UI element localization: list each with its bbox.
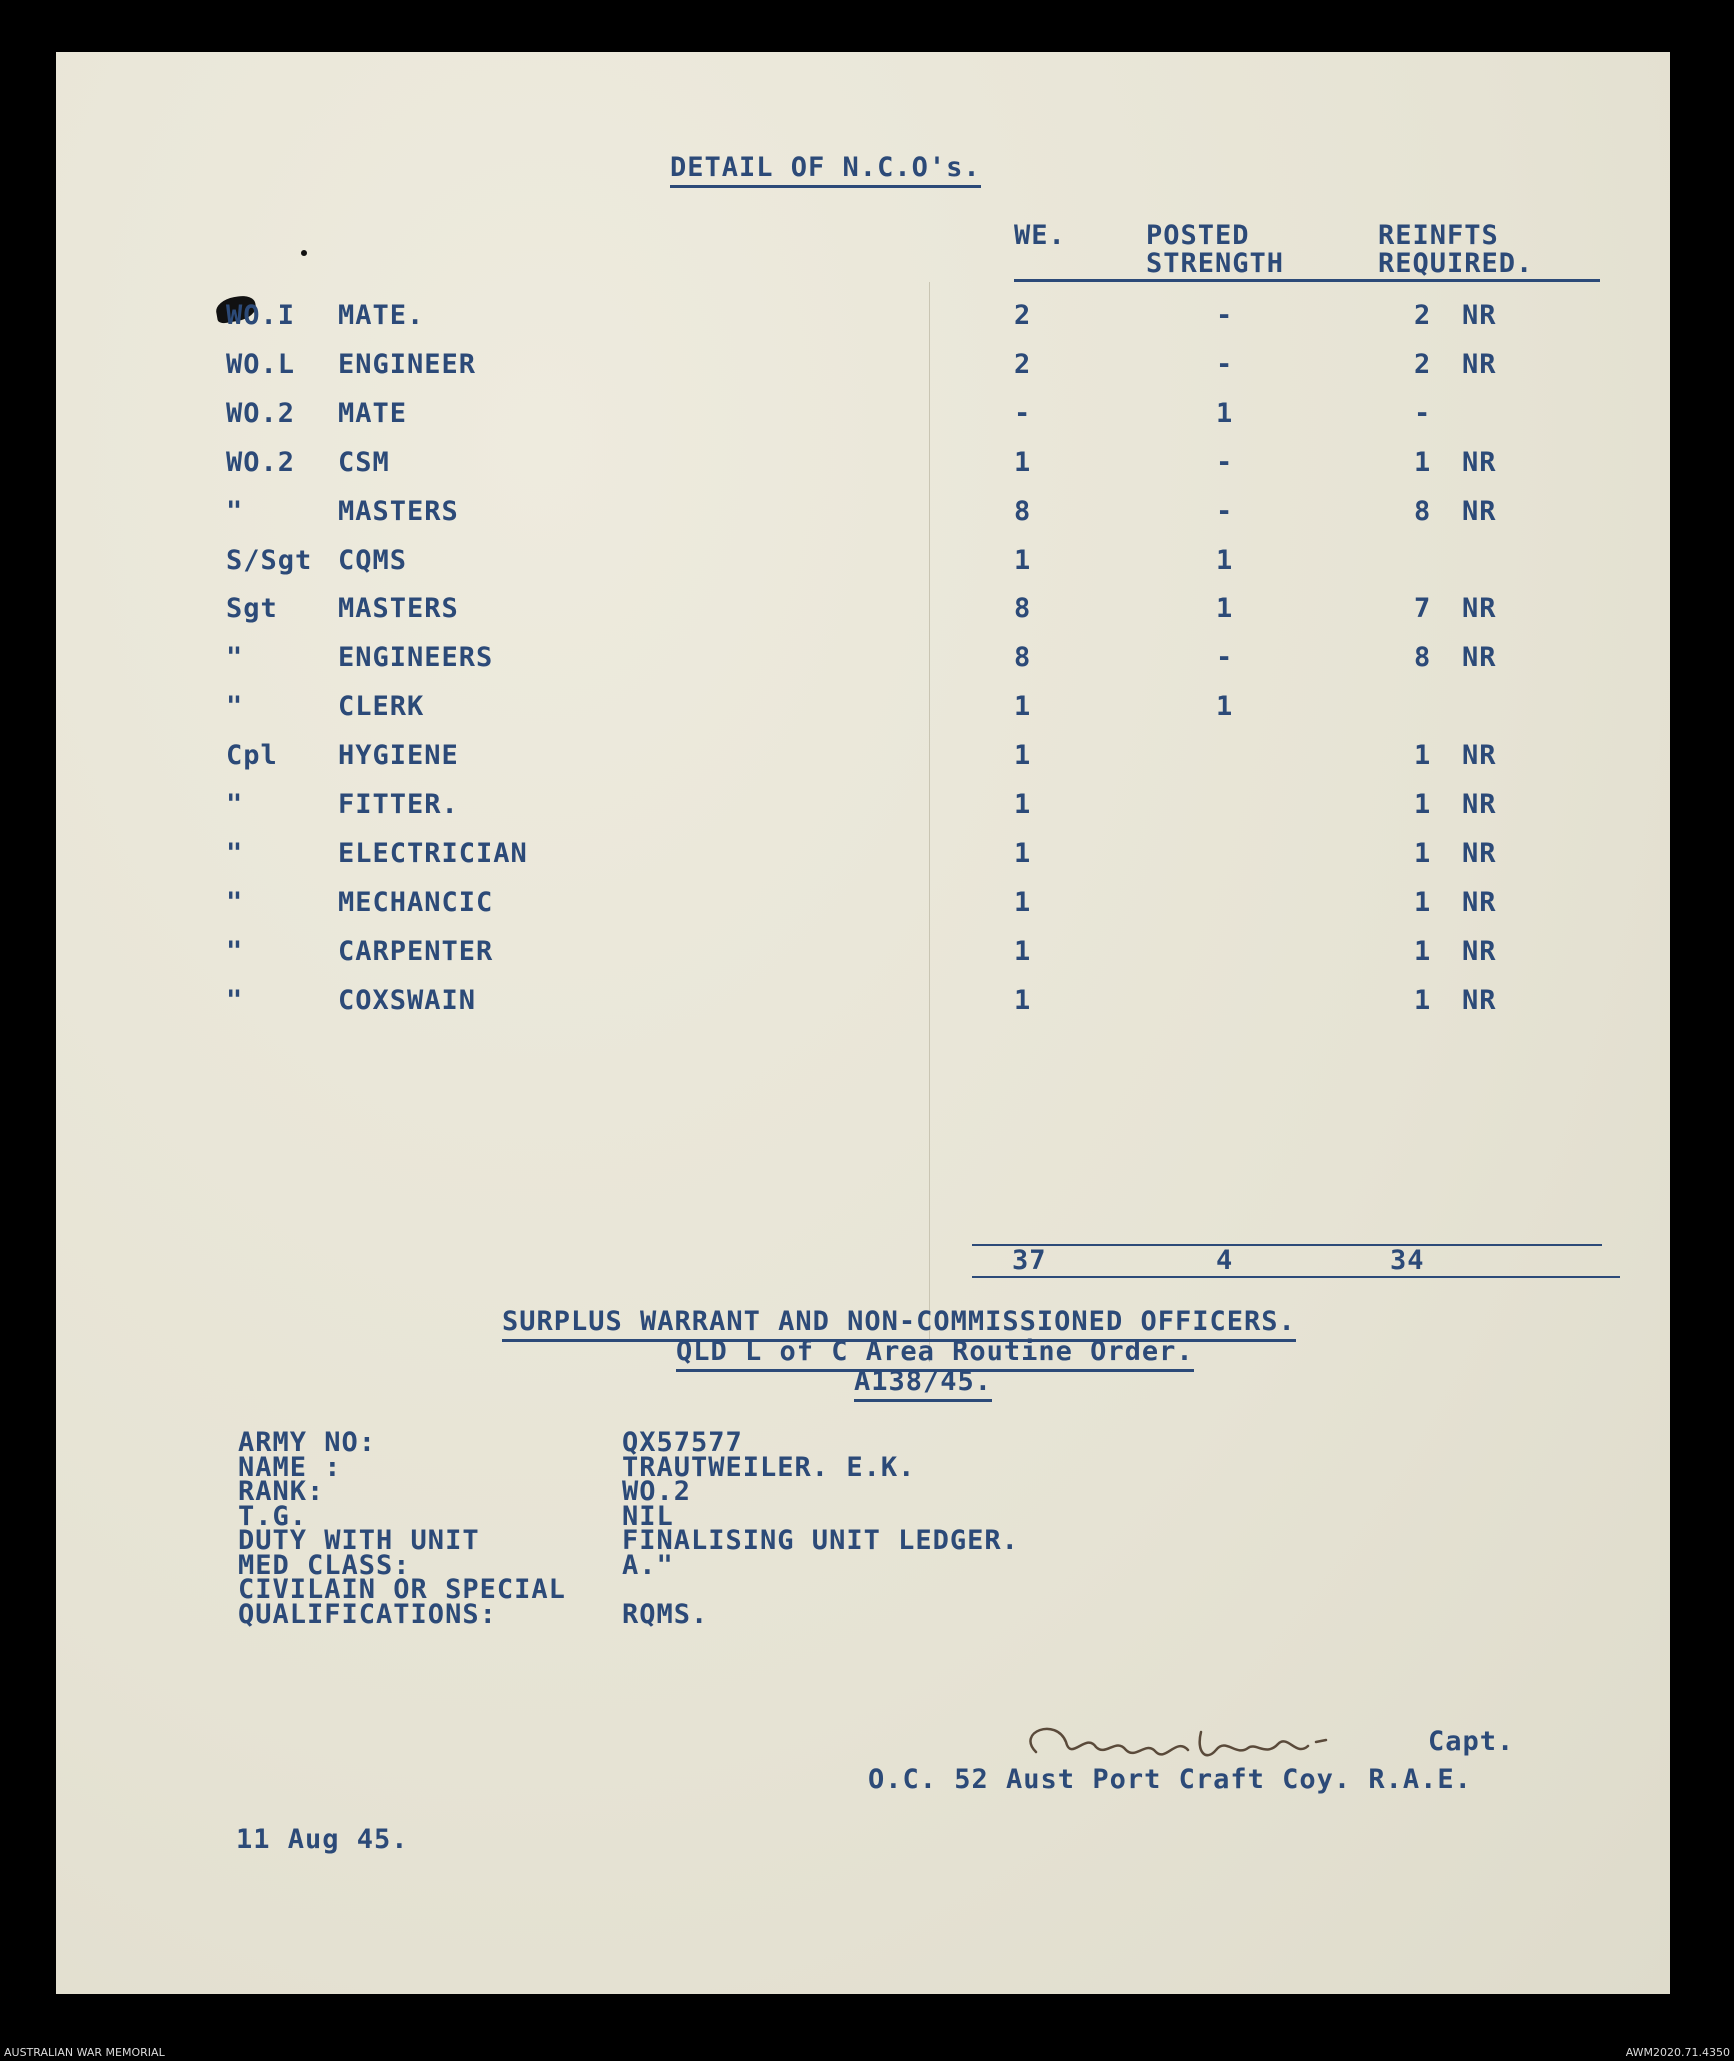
- row-role: ENGINEER: [338, 349, 477, 380]
- row-posted: -: [1216, 349, 1234, 380]
- row-we: 8: [1014, 642, 1032, 673]
- total-rule-top: [972, 1244, 1602, 1246]
- row-rank: ": [226, 838, 244, 869]
- row-role: CQMS: [338, 545, 408, 576]
- detail-value: QX57577: [622, 1427, 743, 1458]
- row-role: FITTER.: [338, 789, 459, 820]
- row-posted: -: [1216, 642, 1234, 673]
- row-we: 1: [1014, 691, 1032, 722]
- detail-label: ARMY NO:: [238, 1427, 377, 1458]
- row-flag: NR: [1462, 740, 1497, 771]
- row-req: 1: [1414, 985, 1432, 1016]
- row-posted: 1: [1216, 398, 1234, 429]
- detail-value: TRAUTWEILER. E.K.: [622, 1452, 916, 1483]
- surplus-heading-2: QLD L of C Area Routine Order.: [676, 1336, 1194, 1372]
- fold-crease: [929, 282, 930, 1362]
- row-posted: -: [1216, 496, 1234, 527]
- row-rank: ": [226, 496, 244, 527]
- surplus-heading-3: A138/45.: [854, 1366, 992, 1402]
- row-flag: NR: [1462, 349, 1497, 380]
- row-role: MATE: [338, 398, 408, 429]
- row-flag: NR: [1462, 447, 1497, 478]
- row-rank: WO.2: [226, 447, 296, 478]
- row-we: -: [1014, 398, 1032, 429]
- page-title: DETAIL OF N.C.O's.: [670, 152, 981, 188]
- row-posted: 1: [1216, 545, 1234, 576]
- row-we: 1: [1014, 936, 1032, 967]
- row-rank: ": [226, 642, 244, 673]
- total-rule-bottom: [972, 1276, 1620, 1278]
- row-posted: -: [1216, 447, 1234, 478]
- row-req: 8: [1414, 496, 1432, 527]
- row-we: 1: [1014, 887, 1032, 918]
- header-reinf-2: REQUIRED.: [1378, 248, 1534, 279]
- row-rank: S/Sgt: [226, 545, 313, 576]
- detail-label: RANK:: [238, 1476, 325, 1507]
- row-req: 1: [1414, 447, 1432, 478]
- row-posted: 1: [1216, 691, 1234, 722]
- header-reinf-1: REINFTS: [1378, 220, 1499, 251]
- row-we: 1: [1014, 545, 1032, 576]
- detail-label: CIVILAIN OR SPECIAL: [238, 1574, 566, 1605]
- row-posted: 1: [1216, 593, 1234, 624]
- row-rank: ": [226, 985, 244, 1016]
- signatory-unit: O.C. 52 Aust Port Craft Coy. R.A.E.: [868, 1764, 1472, 1795]
- row-flag: NR: [1462, 887, 1497, 918]
- row-rank: Cpl: [226, 740, 278, 771]
- footer-left: AUSTRALIAN WAR MEMORIAL: [4, 2046, 165, 2059]
- detail-label: DUTY WITH UNIT: [238, 1525, 480, 1556]
- row-req: 1: [1414, 789, 1432, 820]
- detail-label: T.G.: [238, 1501, 308, 1532]
- header-rule: [1014, 279, 1600, 282]
- detail-label: MED CLASS:: [238, 1550, 411, 1581]
- row-rank: ": [226, 936, 244, 967]
- header-posted-2: STRENGTH: [1146, 248, 1285, 279]
- row-flag: NR: [1462, 593, 1497, 624]
- row-rank: WO.I: [226, 300, 296, 331]
- row-role: ELECTRICIAN: [338, 838, 528, 869]
- row-flag: NR: [1462, 838, 1497, 869]
- row-role: MASTERS: [338, 593, 459, 624]
- row-req: 2: [1414, 300, 1432, 331]
- row-role: CLERK: [338, 691, 425, 722]
- pin-hole: [301, 250, 307, 256]
- row-we: 1: [1014, 789, 1032, 820]
- row-req: -: [1414, 398, 1432, 429]
- row-req: 2: [1414, 349, 1432, 380]
- row-we: 8: [1014, 593, 1032, 624]
- document-page: [56, 52, 1670, 1994]
- total-posted: 4: [1216, 1245, 1234, 1276]
- row-we: 1: [1014, 447, 1032, 478]
- row-flag: NR: [1462, 985, 1497, 1016]
- row-role: CSM: [338, 447, 390, 478]
- total-we: 37: [1012, 1245, 1047, 1276]
- row-role: MASTERS: [338, 496, 459, 527]
- signatory-rank: Capt.: [1428, 1726, 1515, 1757]
- row-req: 7: [1414, 593, 1432, 624]
- detail-value: FINALISING UNIT LEDGER.: [622, 1525, 1019, 1556]
- row-posted: -: [1216, 300, 1234, 331]
- row-flag: NR: [1462, 496, 1497, 527]
- row-role: CARPENTER: [338, 936, 494, 967]
- row-we: 2: [1014, 300, 1032, 331]
- detail-value: RQMS.: [622, 1599, 709, 1630]
- row-flag: NR: [1462, 300, 1497, 331]
- row-req: 1: [1414, 838, 1432, 869]
- row-rank: WO.2: [226, 398, 296, 429]
- detail-label: QUALIFICATIONS:: [238, 1599, 497, 1630]
- total-req: 34: [1390, 1245, 1425, 1276]
- row-we: 1: [1014, 985, 1032, 1016]
- row-flag: NR: [1462, 642, 1497, 673]
- document-date: 11 Aug 45.: [236, 1824, 409, 1855]
- detail-value: WO.2: [622, 1476, 692, 1507]
- row-role: ENGINEERS: [338, 642, 494, 673]
- row-role: HYGIENE: [338, 740, 459, 771]
- row-we: 2: [1014, 349, 1032, 380]
- row-flag: NR: [1462, 789, 1497, 820]
- row-rank: ": [226, 789, 244, 820]
- row-we: 8: [1014, 496, 1032, 527]
- surplus-heading-1: SURPLUS WARRANT AND NON-COMMISSIONED OFFICERS.: [502, 1306, 1296, 1342]
- detail-value: A.": [622, 1550, 674, 1581]
- row-req: 1: [1414, 740, 1432, 771]
- row-rank: ": [226, 887, 244, 918]
- row-role: MECHANCIC: [338, 887, 494, 918]
- detail-label: NAME :: [238, 1452, 342, 1483]
- row-we: 1: [1014, 740, 1032, 771]
- header-we: WE.: [1014, 220, 1066, 251]
- row-req: 1: [1414, 936, 1432, 967]
- row-req: 8: [1414, 642, 1432, 673]
- row-flag: NR: [1462, 936, 1497, 967]
- row-rank: Sgt: [226, 593, 278, 624]
- footer-right: AWM2020.71.4350: [1625, 2046, 1730, 2059]
- detail-value: NIL: [622, 1501, 674, 1532]
- row-role: MATE.: [338, 300, 425, 331]
- row-req: 1: [1414, 887, 1432, 918]
- row-we: 1: [1014, 838, 1032, 869]
- row-rank: ": [226, 691, 244, 722]
- header-posted-1: POSTED: [1146, 220, 1250, 251]
- row-rank: WO.L: [226, 349, 296, 380]
- row-role: COXSWAIN: [338, 985, 477, 1016]
